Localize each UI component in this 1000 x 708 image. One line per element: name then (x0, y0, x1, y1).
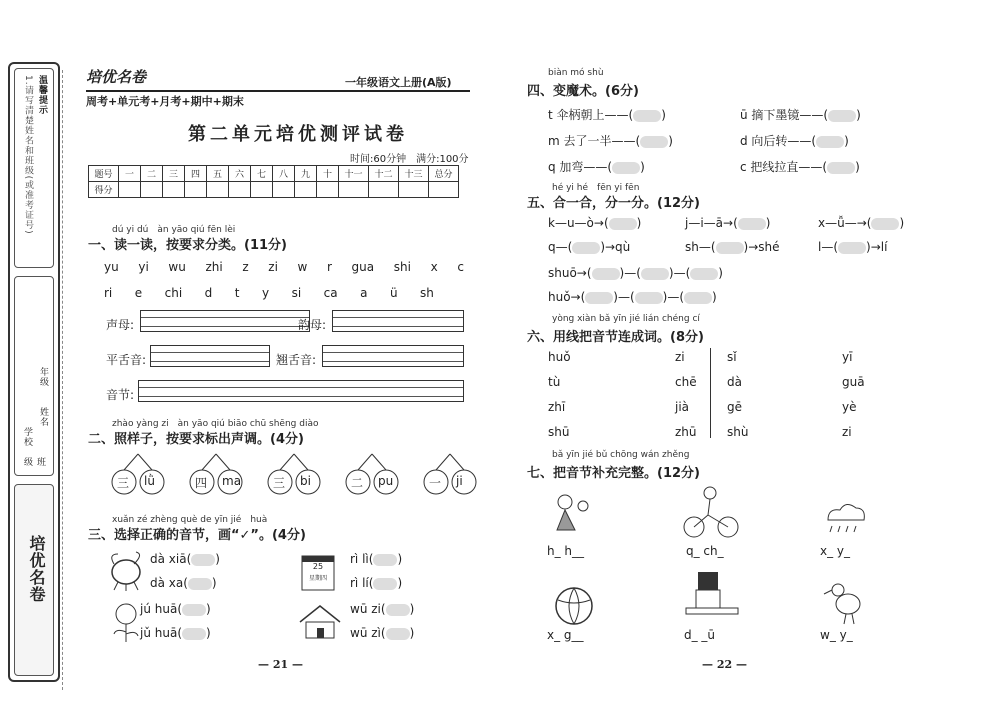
option-close: ) (397, 552, 403, 566)
yunmu-answer-lines[interactable] (332, 310, 464, 332)
s6-syllable[interactable]: shù (727, 425, 749, 439)
score-header: 总分 (429, 166, 459, 182)
score-header: 七 (251, 166, 273, 182)
score-header: 十二 (369, 166, 399, 182)
cherry-pinyin[interactable]: bi (300, 474, 311, 488)
brand-box (14, 484, 54, 676)
s6-divider (710, 348, 711, 438)
s6-syllable[interactable]: jià (675, 400, 690, 414)
cherry-pair (420, 452, 480, 496)
option-close: ) (409, 626, 415, 640)
cherry-pinyin[interactable]: ma (222, 474, 242, 488)
s6-syllable[interactable]: zhū (675, 425, 697, 439)
syllable: zhi (205, 260, 223, 274)
cherry-pinyin[interactable]: pu (378, 474, 394, 488)
syllable: si (291, 286, 302, 300)
s4-close: ) (844, 134, 849, 148)
s4-prompt: c 把线拉直——( (740, 160, 828, 174)
s6-syllable[interactable]: tù (548, 375, 561, 389)
score-header: 四 (185, 166, 207, 182)
s1-title: 一、读一读，按要求分类。(11分) (88, 238, 287, 253)
s4-close: ) (661, 108, 666, 122)
s2-title: 二、照样子，按要求标出声调。(4分) (88, 432, 304, 447)
syllable: wu (168, 260, 186, 274)
score-table (88, 165, 459, 198)
syllable: d (204, 286, 213, 300)
syllable: w (297, 260, 308, 274)
s4-close: ) (668, 134, 673, 148)
answer-blank[interactable] (182, 628, 206, 640)
s1-row1 (104, 260, 464, 274)
s3-option[interactable] (350, 552, 402, 566)
answer-blank[interactable] (640, 136, 668, 148)
answer-blank[interactable] (641, 268, 669, 280)
s6-syllable[interactable]: guā (842, 375, 865, 389)
s5-text: q—( (548, 240, 573, 254)
cherry-pair (108, 452, 168, 496)
page-number-left: — 21 — (258, 658, 303, 671)
boy-desk-icon (682, 566, 742, 626)
s5-row (548, 266, 723, 280)
exam-title: 第二单元培优测评试卷 (188, 124, 408, 145)
syllable: yi (138, 260, 149, 274)
s5-text: huǒ→( (548, 290, 586, 304)
score-cell[interactable] (339, 182, 369, 198)
s6-title: 六、用线把音节连成词。(8分) (527, 330, 704, 345)
score-row-label: 得分 (89, 182, 119, 198)
s5-text: )—( (613, 290, 635, 304)
s2-pinyin: zhào yàng zi àn yāo qiú biāo chū shēng diào (112, 419, 319, 429)
s5-item[interactable] (685, 240, 780, 254)
s5-text: x—ǚ—→( (818, 216, 872, 230)
s5-text: )—( (668, 266, 691, 280)
cherry-hanzi: 三 (273, 476, 286, 490)
s5-text: )→lí (866, 240, 888, 254)
score-header: 题号 (89, 166, 119, 182)
shrimp-icon (104, 548, 148, 592)
answer-blank[interactable] (373, 554, 397, 566)
s5-text: shuō→( (548, 266, 592, 280)
grade-label: 年级 (38, 367, 48, 387)
calendar-day: 25 (312, 562, 324, 571)
score-header: 九 (295, 166, 317, 182)
s6-syllable[interactable]: yī (842, 350, 853, 364)
s4-close: ) (855, 160, 860, 174)
cherry-hanzi: 二 (351, 476, 364, 490)
score-header: 一 (119, 166, 141, 182)
answer-blank[interactable] (716, 242, 744, 254)
s7-answer[interactable]: d_ _ū (684, 628, 716, 642)
s7-title: 七、把音节补充完整。(12分) (527, 466, 700, 481)
s1-pinyin: dú yi dú àn yāo qiú fēn lèi (112, 225, 236, 235)
student-info-box (14, 276, 54, 476)
option-text: dà xiā( (150, 552, 192, 566)
option-close: ) (206, 602, 211, 616)
score-cell[interactable] (229, 182, 251, 198)
cut-line (62, 70, 63, 690)
qiaoshe-answer-lines[interactable] (322, 345, 464, 367)
score-cell[interactable] (429, 182, 459, 198)
s5-text: k—u—ò→( (548, 216, 609, 230)
answer-blank[interactable] (827, 162, 855, 174)
cherry-pinyin[interactable]: ji (456, 474, 463, 488)
option-close: ) (397, 576, 403, 590)
score-cell[interactable] (185, 182, 207, 198)
answer-blank[interactable] (188, 578, 212, 590)
s5-item[interactable] (548, 216, 641, 230)
option-close: ) (206, 626, 211, 640)
cherry-pair (342, 452, 402, 496)
s5-title: 五、合一合，分一分。(12分) (527, 196, 700, 211)
syllable: shi (393, 260, 411, 274)
score-header: 六 (229, 166, 251, 182)
yinjie-answer-lines[interactable] (138, 380, 464, 402)
s3-option[interactable] (150, 576, 217, 590)
score-cell[interactable] (141, 182, 163, 198)
s3-option[interactable] (350, 576, 402, 590)
score-cell[interactable] (273, 182, 295, 198)
bird-icon (822, 578, 872, 628)
s3-option[interactable] (350, 602, 414, 616)
s3-option[interactable] (140, 626, 211, 640)
score-cell[interactable] (399, 182, 429, 198)
option-close: ) (409, 602, 415, 616)
cherry-hanzi: 三 (117, 476, 130, 490)
option-text: rì lì( (350, 552, 374, 566)
s6-syllable[interactable]: zi (842, 425, 852, 439)
syllable: yu (104, 260, 119, 274)
syllable: ca (323, 286, 338, 300)
yunmu-label: 韵母: (298, 318, 327, 332)
cherry-pair (186, 452, 246, 496)
answer-blank[interactable] (838, 242, 866, 254)
answer-blank[interactable] (816, 136, 844, 148)
class-label: 班级 (22, 457, 45, 467)
cherry-pair (264, 452, 324, 496)
score-header: 十一 (339, 166, 369, 182)
header-rule (86, 90, 470, 92)
option-text: wū zì( (350, 626, 386, 640)
syllable: chi (164, 286, 183, 300)
school-label: 学校 (22, 427, 32, 447)
answer-blank[interactable] (633, 110, 661, 122)
answer-blank[interactable] (690, 268, 718, 280)
watermelon-icon (552, 584, 596, 628)
score-cell[interactable] (317, 182, 339, 198)
pingshe-answer-lines[interactable] (150, 345, 270, 367)
shengmu-answer-lines[interactable] (140, 310, 310, 332)
score-header: 三 (163, 166, 185, 182)
option-text: rì lí( (350, 576, 374, 590)
yinjie-label: 音节: (106, 388, 135, 402)
notice-tag: 温馨提示 (37, 75, 47, 115)
cherry-pinyin[interactable]: lǜ (144, 474, 155, 488)
s5-row (548, 290, 717, 304)
name-label: 姓名 (38, 407, 48, 427)
s4-item[interactable] (740, 106, 861, 123)
s5-text: ) (712, 290, 717, 304)
s4-close: ) (640, 160, 645, 174)
syllable: sh (420, 286, 434, 300)
brand-logo-top: 培优名卷 (86, 68, 147, 86)
shengmu-label: 声母: (106, 318, 135, 332)
page-number-right: — 22 — (702, 658, 747, 671)
rain-cloud-icon (822, 500, 870, 540)
syllable: x (430, 260, 438, 274)
s4-prompt: q 加弯——( (548, 160, 613, 174)
score-header: 五 (207, 166, 229, 182)
s7-answer[interactable]: h_ h__ (547, 544, 585, 558)
s5-pinyin: hé yi hé fēn yi fēn (552, 183, 640, 193)
exam-time: 时间:60分钟 满分:100分 (350, 154, 469, 165)
answer-blank[interactable] (572, 242, 600, 254)
s6-syllable[interactable]: zhī (548, 400, 566, 414)
s3-option[interactable] (350, 626, 414, 640)
cherry-hanzi: 四 (195, 476, 208, 490)
house-icon (296, 600, 344, 640)
answer-blank[interactable] (612, 162, 640, 174)
syllable: ü (389, 286, 398, 300)
s5-text: sh—( (685, 240, 716, 254)
option-text: jǔ huā( (140, 626, 182, 640)
syllable: e (134, 286, 143, 300)
answer-blank[interactable] (871, 218, 899, 230)
answer-blank[interactable] (684, 292, 712, 304)
s3-pinyin: xuǎn zé zhèng què de yīn jié huà (112, 515, 268, 525)
s5-item[interactable] (818, 240, 887, 254)
s5-text: )—( (619, 266, 641, 280)
s4-item[interactable] (740, 132, 849, 149)
s5-item[interactable] (818, 216, 904, 230)
option-close: ) (215, 552, 220, 566)
score-cell[interactable] (369, 182, 399, 198)
s5-item[interactable] (685, 216, 770, 230)
s4-prompt: m 去了一半——( (548, 134, 641, 148)
s5-text: )→qù (600, 240, 631, 254)
s7-pinyin: bǎ yīn jié bǔ chōng wán zhěng (552, 450, 690, 460)
s5-text: ) (765, 216, 771, 230)
notice-text: 1.请写清楚姓名和班级(或准考证号) (23, 75, 33, 235)
calendar-weekday: 星期四 (308, 575, 327, 582)
s4-pinyin: biàn mó shù (548, 68, 604, 78)
option-text: wū zi( (350, 602, 386, 616)
s4-prompt: d 向后转——( (740, 134, 817, 148)
s5-item[interactable] (548, 240, 630, 254)
answer-blank[interactable] (635, 292, 663, 304)
score-cell[interactable] (295, 182, 317, 198)
cyclist-icon (682, 485, 740, 540)
s4-item[interactable] (548, 106, 666, 123)
answer-blank[interactable] (738, 218, 766, 230)
s4-close: ) (856, 108, 861, 122)
exam-type: 周考+单元考+月考+期中+期末 (86, 95, 244, 108)
answer-blank[interactable] (182, 604, 206, 616)
syllable: c (457, 260, 464, 274)
score-header: 十三 (399, 166, 429, 182)
score-cell[interactable] (251, 182, 273, 198)
syllable: y (261, 286, 270, 300)
s5-text: j—i—ā→( (685, 216, 738, 230)
s4-title: 四、变魔术。(6分) (527, 84, 639, 99)
grade-label-top: 一年级语文上册(A版) (345, 76, 452, 89)
qiaoshe-label: 翘舌音: (276, 353, 317, 367)
pingshe-label: 平舌音: (106, 353, 147, 367)
syllable: ri (104, 286, 113, 300)
answer-blank[interactable] (609, 218, 637, 230)
s6-syllable[interactable]: yè (842, 400, 857, 414)
answer-blank[interactable] (386, 628, 410, 640)
s6-syllable[interactable]: zi (675, 350, 685, 364)
s5-text: ) (718, 266, 723, 280)
s3-option[interactable] (150, 552, 220, 566)
s4-prompt: t 伞柄朝上——( (548, 108, 634, 122)
s7-answer[interactable]: x_ g__ (547, 628, 584, 642)
score-header: 十 (317, 166, 339, 182)
s6-syllable[interactable]: huǒ (548, 350, 571, 364)
option-text: jú huā( (140, 602, 182, 616)
s6-syllable[interactable]: sǐ (727, 350, 737, 364)
s5-text: ) (636, 216, 642, 230)
calendar-icon (298, 550, 338, 592)
s4-prompt: ū 摘下墨镜——( (740, 108, 829, 122)
syllable: gua (351, 260, 375, 274)
score-cell[interactable] (163, 182, 185, 198)
binding-strip (8, 62, 60, 682)
s4-item[interactable] (548, 158, 645, 175)
s5-text: ) (899, 216, 905, 230)
s4-item[interactable] (548, 132, 673, 149)
score-header: 二 (141, 166, 163, 182)
answer-blank[interactable] (191, 554, 215, 566)
s6-syllable[interactable]: chē (675, 375, 697, 389)
s4-item[interactable] (740, 158, 860, 175)
s5-text: l—( (818, 240, 839, 254)
s6-syllable[interactable]: dà (727, 375, 742, 389)
option-text: dà xa( (150, 576, 188, 590)
answer-blank[interactable] (592, 268, 620, 280)
syllable: a (360, 286, 368, 300)
syllable: zi (268, 260, 278, 274)
syllable: z (242, 260, 249, 274)
s7-answer[interactable]: w_ y_ (820, 628, 853, 642)
s1-row2 (104, 286, 434, 300)
girl-flower-icon (545, 490, 595, 540)
answer-blank[interactable] (386, 604, 410, 616)
s6-pinyin: yòng xiàn bǎ yīn jié lián chéng cí (552, 314, 700, 324)
score-cell[interactable] (207, 182, 229, 198)
syllable: r (326, 260, 332, 274)
s6-syllable[interactable]: shū (548, 425, 570, 439)
s5-text: )→shé (743, 240, 780, 254)
brand-logo: 培优名卷 (27, 535, 46, 603)
answer-blank[interactable] (373, 578, 397, 590)
s7-answer[interactable]: q_ ch_ (686, 544, 724, 558)
option-close: ) (211, 576, 217, 590)
s5-text: )—( (662, 290, 685, 304)
cherry-hanzi: 一 (429, 476, 442, 490)
s6-syllable[interactable]: gē (727, 400, 742, 414)
answer-blank[interactable] (828, 110, 856, 122)
answer-blank[interactable] (585, 292, 613, 304)
s7-answer[interactable]: x_ y_ (820, 544, 851, 558)
notice-box (14, 68, 54, 268)
syllable: t (234, 286, 240, 300)
score-header: 八 (273, 166, 295, 182)
s3-option[interactable] (140, 602, 211, 616)
s3-title: 三、选择正确的音节，画“✓”。(4分) (88, 528, 306, 543)
score-cell[interactable] (119, 182, 141, 198)
